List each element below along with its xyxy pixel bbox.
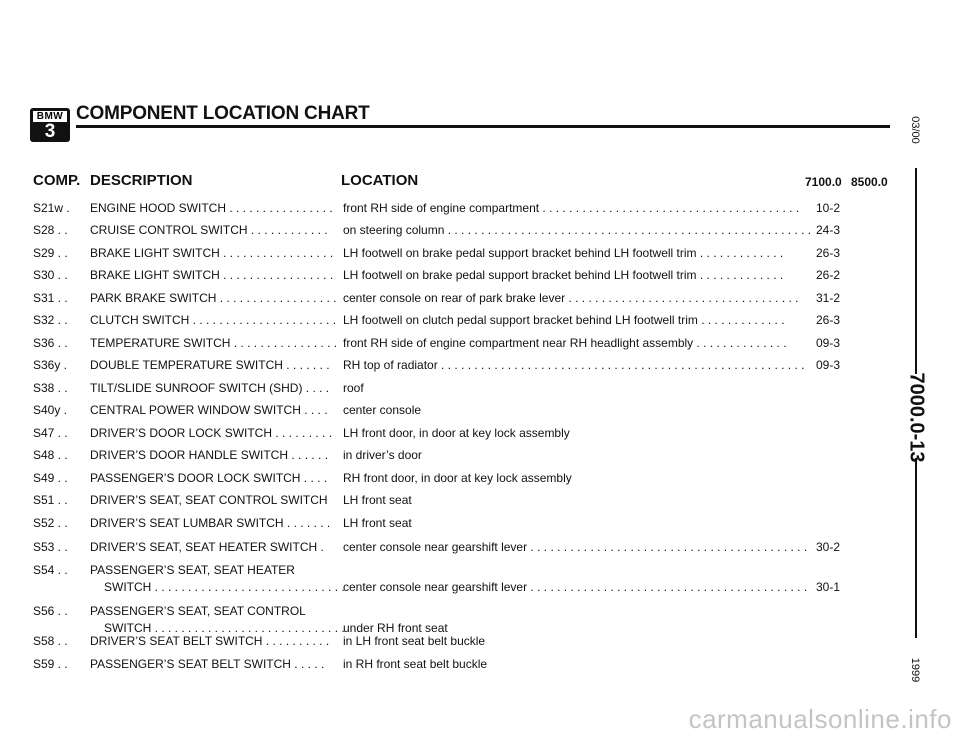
comp-code: S36y . xyxy=(33,358,68,372)
figure-ref: 10-2 xyxy=(815,201,841,215)
comp-code: S52 . . xyxy=(33,516,68,530)
component-description xyxy=(90,219,328,241)
comp-code: S53 . . xyxy=(33,540,68,554)
column-header-location: LOCATION xyxy=(341,172,419,189)
component-description xyxy=(90,422,332,444)
comp-code: S56 . . xyxy=(33,604,68,618)
figure-ref: 09-3 xyxy=(815,358,841,372)
component-location: RH front door, in door at key lock assembly xyxy=(343,471,572,485)
component-location: RH top of radiator . . . . . . . . . . . . . . . . . . . . . . . . . . . . . . . . . . . . . . . . . . . . . . . . . . . . . . . xyxy=(343,358,805,372)
component-description xyxy=(90,630,329,652)
description-line: DRIVER’S SEAT, SEAT CONTROL SWITCH xyxy=(90,493,328,507)
comp-code: S48 . . xyxy=(33,448,68,462)
component-description xyxy=(90,489,328,511)
description-line: CENTRAL POWER WINDOW SWITCH . . . . xyxy=(90,403,328,417)
description-line: PASSENGER’S SEAT, SEAT CONTROL xyxy=(90,604,306,618)
component-location: front RH side of engine compartment . . . . . . . . . . . . . . . . . . . . . . . . . . . . . . . . . . . . . . . xyxy=(343,201,800,215)
page-title: COMPONENT LOCATION CHART xyxy=(76,103,370,124)
comp-code: S47 . . xyxy=(33,426,68,440)
figure-ref: 30-2 xyxy=(815,540,841,554)
figure-ref: 26-2 xyxy=(815,268,841,282)
comp-code: S32 . . xyxy=(33,313,68,327)
component-description xyxy=(90,264,333,286)
component-description xyxy=(90,444,328,466)
description-line: DRIVER’S DOOR LOCK SWITCH . . . . . . . . . xyxy=(90,426,333,440)
component-location: under RH front seat xyxy=(343,621,448,635)
figure-ref: 24-3 xyxy=(815,223,841,237)
component-location: center console on rear of park brake lever . . . . . . . . . . . . . . . . . . . . . . . . . . . . . . . . . . . xyxy=(343,291,799,305)
component-location: on steering column . . . . . . . . . . . . . . . . . . . . . . . . . . . . . . . . . . . . . . . . . . . . . . . . . . . . . . . xyxy=(343,223,812,237)
description-line: DRIVER’S SEAT BELT SWITCH . . . . . . . . . . xyxy=(90,634,330,648)
component-description xyxy=(90,309,336,331)
comp-code: S59 . . xyxy=(33,657,68,671)
figure-ref: 30-1 xyxy=(815,580,841,594)
comp-code: S58 . . xyxy=(33,634,68,648)
description-line: ENGINE HOOD SWITCH . . . . . . . . . . . . . . . . xyxy=(90,201,333,215)
description-line: DOUBLE TEMPERATURE SWITCH . . . . . . . xyxy=(90,358,330,372)
component-location: roof xyxy=(343,381,364,395)
description-line: TEMPERATURE SWITCH . . . . . . . . . . . . . . . . xyxy=(90,336,338,350)
component-location: in driver’s door xyxy=(343,448,422,462)
component-description xyxy=(90,354,330,376)
component-location: LH footwell on clutch pedal support bracket behind LH footwell trim . . . . . . . . . . . . . xyxy=(343,313,785,327)
component-location: LH front door, in door at key lock assembly xyxy=(343,426,570,440)
description-line: BRAKE LIGHT SWITCH . . . . . . . . . . . . . . . . . xyxy=(90,246,334,260)
description-line: BRAKE LIGHT SWITCH . . . . . . . . . . . . . . . . . xyxy=(90,268,334,282)
component-description xyxy=(90,399,328,421)
description-line: CLUTCH SWITCH . . . . . . . . . . . . . . . . . . . . . . xyxy=(90,313,337,327)
component-description xyxy=(90,536,324,558)
column-header-ref-a: 7100.0 xyxy=(805,175,842,189)
watermark: carmanualsonline.info xyxy=(688,704,952,734)
comp-code: S21w . xyxy=(33,201,70,215)
component-location: front RH side of engine compartment near RH headlight assembly . . . . . . . . . . . . . . xyxy=(343,336,787,350)
description-line: DRIVER’S DOOR HANDLE SWITCH . . . . . . xyxy=(90,448,329,462)
component-location: center console xyxy=(343,403,422,417)
comp-code: S40y . xyxy=(33,403,68,417)
component-location: in RH front seat belt buckle xyxy=(343,657,488,671)
component-location: LH front seat xyxy=(343,516,412,530)
component-description xyxy=(90,377,329,399)
component-description xyxy=(90,242,333,264)
figure-ref: 31-2 xyxy=(815,291,841,305)
component-location: LH footwell on brake pedal support bracket behind LH footwell trim . . . . . . . . . . . . . xyxy=(343,268,784,282)
comp-code: S36 . . xyxy=(33,336,68,350)
bmw-logo xyxy=(30,108,70,142)
revision-date: 03/00 xyxy=(909,116,921,144)
component-location: LH footwell on brake pedal support bracket behind LH footwell trim . . . . . . . . . . . . . xyxy=(343,246,784,260)
section-number: 7000.0-13 xyxy=(905,372,928,463)
description-line: DRIVER’S SEAT, SEAT HEATER SWITCH . xyxy=(90,540,324,554)
figure-ref: 26-3 xyxy=(815,246,841,260)
description-line: PASSENGER’S SEAT, SEAT HEATER xyxy=(90,563,295,577)
component-description xyxy=(90,653,324,675)
description-line: PARK BRAKE SWITCH . . . . . . . . . . . . . . . . . . xyxy=(90,291,337,305)
comp-code: S51 . . xyxy=(33,493,68,507)
logo-series: 3 xyxy=(44,121,56,142)
comp-code: S28 . . xyxy=(33,223,68,237)
component-description xyxy=(90,512,330,534)
description-line: DRIVER’S SEAT LUMBAR SWITCH . . . . . . . xyxy=(90,516,331,530)
column-header-comp: COMP. xyxy=(33,172,81,189)
description-line: PASSENGER’S DOOR LOCK SWITCH . . . . xyxy=(90,471,328,485)
side-rule-bottom xyxy=(915,458,917,638)
column-header-ref-b: 8500.0 xyxy=(851,175,888,189)
comp-code: S31 . . xyxy=(33,291,68,305)
component-description xyxy=(90,562,345,596)
component-location: in LH front seat belt buckle xyxy=(343,634,486,648)
component-description xyxy=(90,467,327,489)
column-header-description: DESCRIPTION xyxy=(90,172,193,189)
description-continuation: SWITCH . . . . . . . . . . . . . . . . . . . . . . . . . . . . . xyxy=(104,621,345,635)
description-line: TILT/SLIDE SUNROOF SWITCH (SHD) . . . . xyxy=(90,381,330,395)
comp-code: S54 . . xyxy=(33,563,68,577)
component-location: center console near gearshift lever . . . . . . . . . . . . . . . . . . . . . . . . . . . . . . . . . . . . . . . . . . xyxy=(343,580,808,594)
comp-code: S38 . . xyxy=(33,381,68,395)
comp-code: S49 . . xyxy=(33,471,68,485)
title-rule xyxy=(76,125,890,128)
comp-code: S30 . . xyxy=(33,268,68,282)
component-description xyxy=(90,332,337,354)
component-description xyxy=(90,197,333,219)
description-line: CRUISE CONTROL SWITCH . . . . . . . . . . . . xyxy=(90,223,328,237)
component-description xyxy=(90,287,337,309)
figure-ref: 09-3 xyxy=(815,336,841,350)
description-continuation: SWITCH . . . . . . . . . . . . . . . . . . . . . . . . . . . . . xyxy=(104,580,345,594)
description-line: PASSENGER’S SEAT BELT SWITCH . . . . . xyxy=(90,657,325,671)
component-location: LH front seat xyxy=(343,493,412,507)
comp-code: S29 . . xyxy=(33,246,68,260)
model-year: 1999 xyxy=(909,657,921,683)
figure-ref: 26-3 xyxy=(815,313,841,327)
side-rule-top xyxy=(915,168,917,374)
logo-wordmark: BMW xyxy=(33,111,67,122)
component-location: center console near gearshift lever . . . . . . . . . . . . . . . . . . . . . . . . . . . . . . . . . . . . . . . . . . xyxy=(343,540,808,554)
